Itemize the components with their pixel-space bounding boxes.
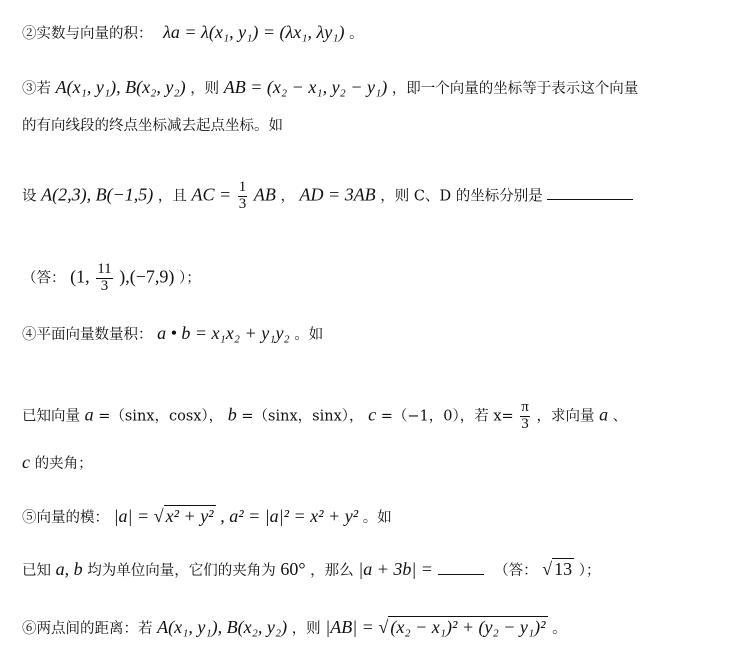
text: 。如 <box>294 327 324 343</box>
vector-a: a <box>599 404 609 425</box>
sqrt-radicand: 13 <box>554 559 573 579</box>
sqrt-sign: √ <box>378 617 389 637</box>
line-unit-vectors <box>22 560 601 579</box>
angle-value: 60° <box>280 559 306 579</box>
line-answer <box>22 262 201 295</box>
line-distance <box>22 618 567 637</box>
line-vectors-given <box>22 400 627 433</box>
text: ，则 <box>291 621 321 637</box>
text: 设 <box>22 188 37 205</box>
line-vector-coordinates <box>22 78 638 97</box>
text: 已知向量 <box>22 408 80 425</box>
formula: a • b = x₁x₂ + y₁y₂ <box>157 323 290 343</box>
fraction <box>520 400 530 433</box>
text: =（sinx，sinx）， <box>241 408 364 425</box>
text: ，则 C、D 的坐标分别是 <box>380 188 543 205</box>
text: =（−1，0），若 x= <box>380 408 514 425</box>
formula: AB = (x₂ − x₁, y₂ − y₁) <box>223 77 388 97</box>
line-text <box>22 119 283 134</box>
formula: |a + 3b| = <box>358 559 433 579</box>
fraction <box>96 262 112 295</box>
sqrt-sign: √ <box>542 559 553 579</box>
line-magnitude <box>22 507 392 526</box>
text: ，即一个向量的坐标等于表示这个向量 <box>391 81 639 97</box>
vector-c: c <box>22 452 30 472</box>
item-label: ④平面向量数量积： <box>22 327 153 343</box>
text: ，且 <box>157 188 187 205</box>
denominator: 3 <box>238 195 247 212</box>
item-label: ②实数与向量的积： <box>22 26 153 42</box>
line-scalar-multiplication <box>22 23 364 42</box>
text: ）； <box>179 270 201 287</box>
denominator: 3 <box>521 415 529 432</box>
text: ）； <box>578 563 601 579</box>
sqrt-radicand: (x₂ − x₁)² + (y₂ − y₁)² <box>390 617 546 637</box>
line-example <box>22 180 633 213</box>
text: （答： <box>22 270 66 287</box>
fraction <box>238 180 248 213</box>
item-label: ⑥两点间的距离：若 <box>22 621 153 637</box>
text: 均为单位向量，它们的夹角为 <box>87 563 276 579</box>
text: 。如 <box>362 510 392 526</box>
line-angle <box>22 453 93 472</box>
points-formula: A(2,3), B(−1,5) <box>41 184 154 205</box>
text: ，那么 <box>310 563 354 579</box>
answer-part: ),(−7,9) <box>119 266 175 287</box>
text: 、 <box>612 408 628 425</box>
text: ， <box>280 188 295 205</box>
vector-c: c <box>368 404 377 425</box>
formula: , a² = |a|² = x² + y² <box>220 506 359 526</box>
text: 的夹角； <box>34 456 93 472</box>
text: =（sinx，cosx）， <box>98 408 224 425</box>
text: ，求向量 <box>536 408 595 425</box>
period: 。 <box>552 621 567 637</box>
line-dot-product <box>22 324 323 343</box>
numerator: π <box>521 399 529 415</box>
answer-part: (1, <box>70 266 90 287</box>
formula: |AB| = <box>325 617 374 637</box>
item-label: ⑤向量的模： <box>22 510 109 526</box>
numerator: 11 <box>97 261 112 277</box>
points-formula: A(x₁, y₁), B(x₂, y₂) <box>157 617 288 637</box>
formula-ac: AC = <box>191 184 232 205</box>
vectors-ab: a, b <box>55 559 83 579</box>
text: ，则 <box>190 81 220 97</box>
vector-a: a <box>84 404 94 425</box>
text: （答： <box>494 563 538 579</box>
item-label: ③若 <box>22 81 51 97</box>
sqrt-radicand: x² + y² <box>165 506 214 526</box>
formula: |a| = <box>113 506 150 526</box>
sqrt-sign: √ <box>153 506 164 526</box>
text: 已知 <box>22 563 51 579</box>
numerator: 1 <box>238 179 247 195</box>
period: 。 <box>349 26 364 42</box>
formula-ad: AD = 3AB <box>299 184 376 205</box>
vector-b: b <box>227 404 237 425</box>
points-formula: A(x₁, y₁), B(x₂, y₂) <box>55 77 186 97</box>
answer-blank <box>438 574 484 575</box>
denominator: 3 <box>100 277 109 294</box>
formula-ab: AB <box>253 184 276 205</box>
text: 的有向线段的终点坐标减去起点坐标。如 <box>22 118 283 134</box>
answer-blank <box>547 199 633 200</box>
formula: λa = λ(x₁, y₁) = (λx₁, λy₁) <box>163 22 345 42</box>
